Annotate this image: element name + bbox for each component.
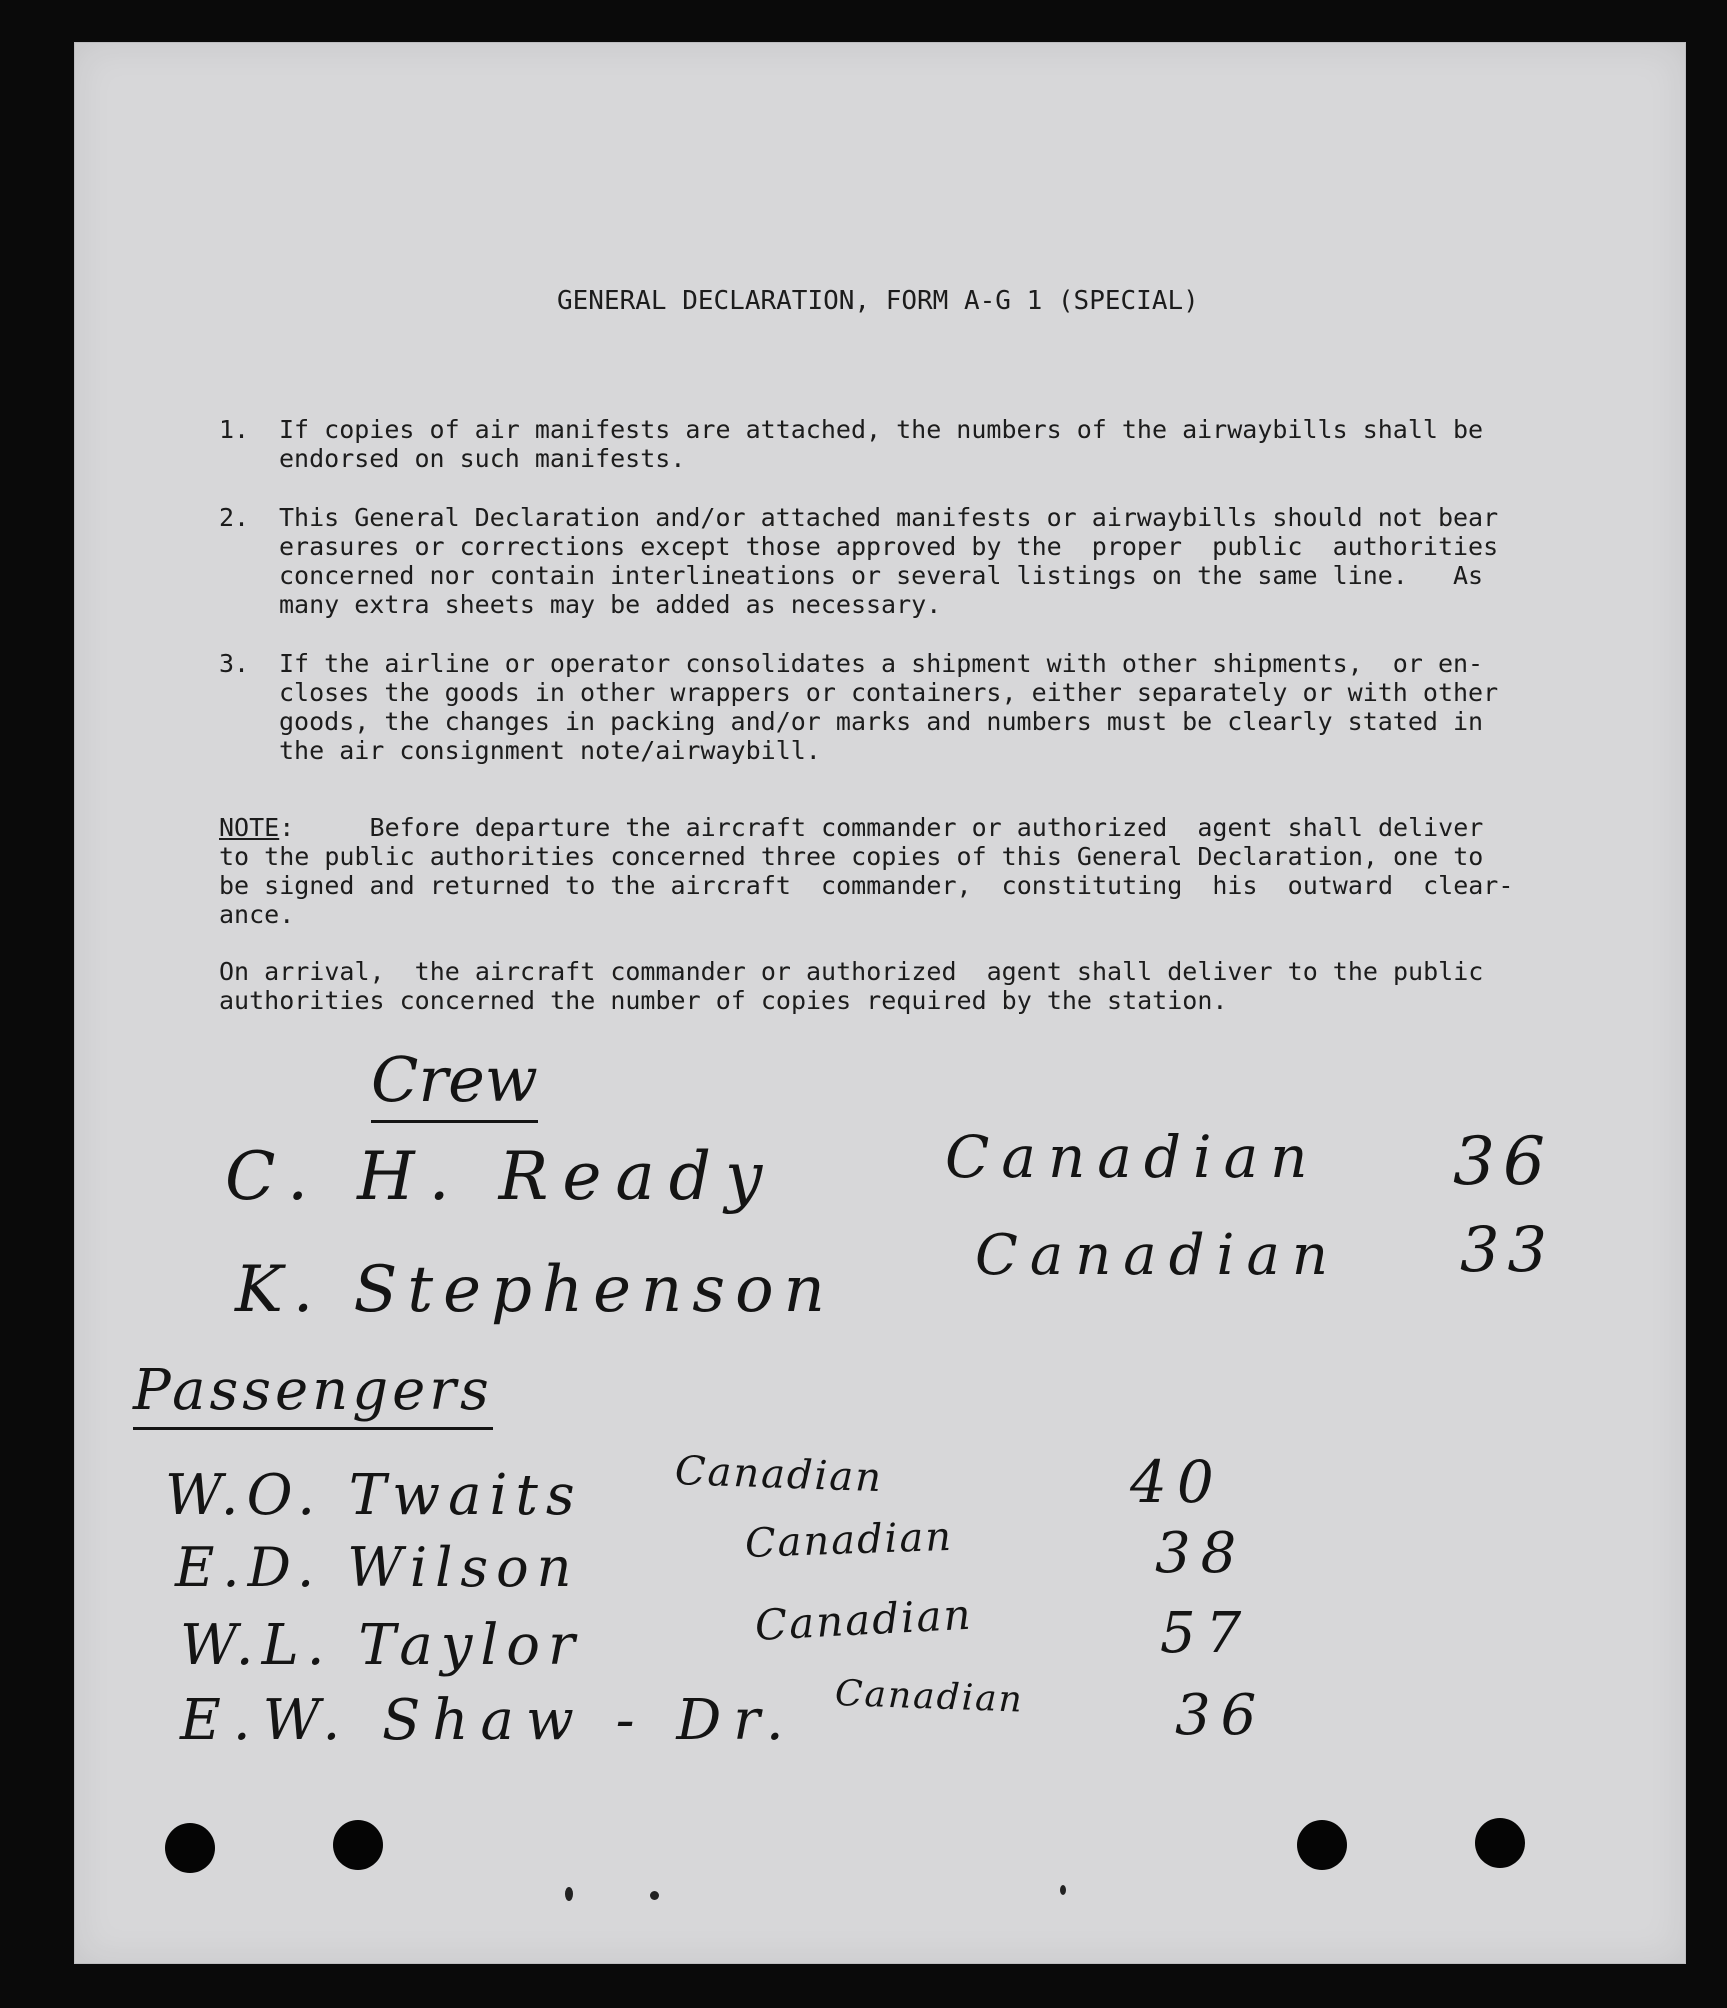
punch-hole xyxy=(1475,1818,1525,1868)
item-line: endorsed on such manifests. xyxy=(279,444,686,473)
item-number: 2. xyxy=(219,503,250,532)
item-line: concerned nor contain interlineations or several listings on the same line. As xyxy=(279,561,1484,590)
note-text: : Before departure the aircraft commander or authorized agent shall deliver xyxy=(279,813,1484,842)
crew-name: K. Stephenson xyxy=(235,1253,835,1327)
crew-nationality: Canadian xyxy=(945,1123,1320,1191)
crew-name: C. H. Ready xyxy=(225,1138,777,1215)
note-line: ance. xyxy=(219,900,295,929)
crew-heading: Crew xyxy=(371,1043,538,1123)
passenger-age: 57 xyxy=(1160,1601,1252,1666)
passenger-name: E.W. Shaw - Dr. xyxy=(180,1688,796,1753)
passenger-age: 40 xyxy=(1130,1448,1224,1516)
passenger-age: 36 xyxy=(1175,1683,1267,1748)
ink-speck xyxy=(650,1891,659,1900)
item-line: closes the goods in other wrappers or containers, either separately or with other xyxy=(279,678,1499,707)
passenger-name: E.D. Wilson xyxy=(175,1536,580,1599)
ink-speck xyxy=(565,1887,573,1901)
passenger-nationality: Canadian xyxy=(744,1513,954,1567)
passenger-nationality: Canadian xyxy=(674,1448,884,1502)
punch-hole xyxy=(333,1820,383,1870)
item-line: many extra sheets may be added as necessary. xyxy=(279,590,942,619)
ink-speck xyxy=(1060,1885,1066,1895)
arrival-line: authorities concerned the number of copies required by the station. xyxy=(219,986,1228,1015)
item-line: If the airline or operator consolidates a shipment with other shipments, or en- xyxy=(279,649,1484,678)
passenger-age: 38 xyxy=(1155,1521,1247,1586)
document-page xyxy=(74,42,1686,1964)
passenger-nationality: Canadian xyxy=(753,1589,974,1650)
crew-nationality: Canadian xyxy=(975,1223,1340,1288)
note-line: be signed and returned to the aircraft commander, constituting his outward clear- xyxy=(219,871,1514,900)
crew-age: 36 xyxy=(1453,1123,1553,1200)
item-line: goods, the changes in packing and/or marks and numbers must be clearly stated in xyxy=(279,707,1484,736)
document-title: GENERAL DECLARATION, FORM A-G 1 (SPECIAL) xyxy=(557,286,1199,316)
passenger-nationality: Canadian xyxy=(834,1673,1025,1721)
item-line: erasures or corrections except those approved by the proper public authorities xyxy=(279,532,1499,561)
item-line: If copies of air manifests are attached, the numbers of the airwaybills shall be xyxy=(279,415,1484,444)
passengers-heading: Passengers xyxy=(133,1358,493,1430)
punch-hole xyxy=(165,1823,215,1873)
arrival-line: On arrival, the aircraft commander or authorized agent shall deliver to the public xyxy=(219,957,1484,986)
passenger-name: W.O. Twaits xyxy=(165,1463,583,1528)
punch-hole xyxy=(1297,1820,1347,1870)
crew-age: 33 xyxy=(1460,1213,1555,1286)
note-label: NOTE xyxy=(219,813,280,842)
note-line: to the public authorities concerned three copies of this General Declaration, one to xyxy=(219,842,1484,871)
item-line: the air consignment note/airwaybill. xyxy=(279,736,821,765)
note-line xyxy=(219,813,1483,842)
passenger-name: W.L. Taylor xyxy=(180,1613,583,1678)
item-number: 3. xyxy=(219,649,250,678)
item-line: This General Declaration and/or attached manifests or airwaybills should not bear xyxy=(279,503,1499,532)
item-number: 1. xyxy=(219,415,250,444)
